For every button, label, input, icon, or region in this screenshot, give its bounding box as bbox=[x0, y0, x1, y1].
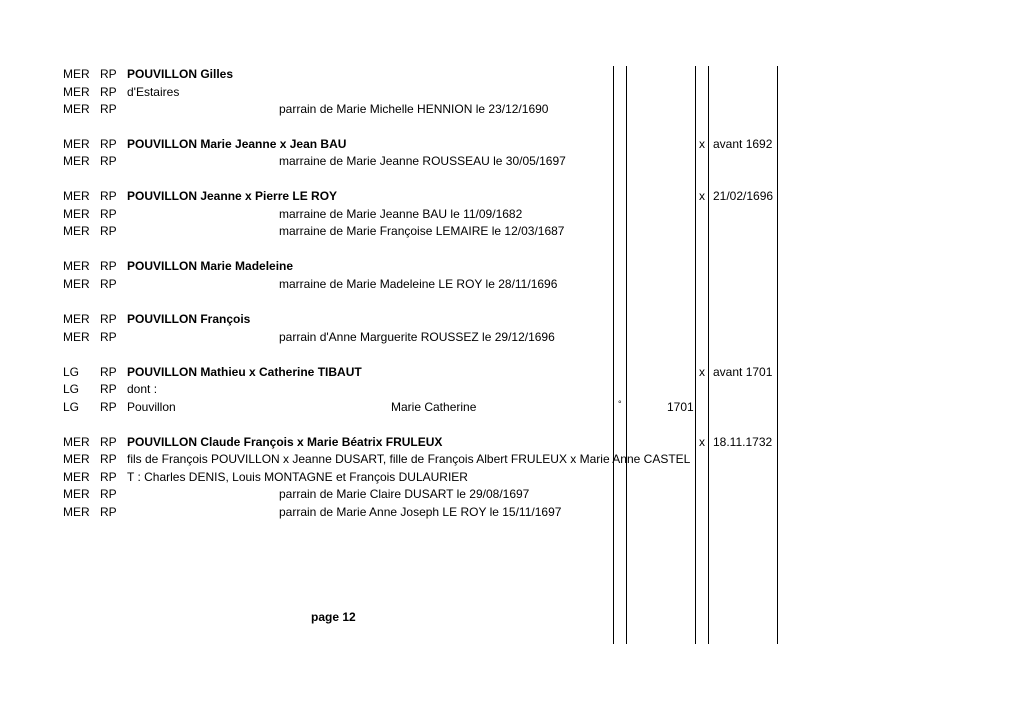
birth-year: 1701 bbox=[667, 400, 694, 414]
record-row bbox=[0, 381, 1024, 398]
source-code: LG bbox=[63, 382, 80, 396]
register-code: RP bbox=[100, 487, 117, 501]
record-row bbox=[0, 329, 1024, 346]
entry-detail: marraine de Marie Madeleine LE ROY le 28/11/1696 bbox=[279, 277, 558, 291]
record-row bbox=[0, 364, 1024, 381]
source-code: MER bbox=[63, 470, 90, 484]
entry-text: fils de François POUVILLON x Jeanne DUSART, fille de François Albert FRULEUX x Marie Anne CASTEL bbox=[127, 452, 691, 466]
register-code: RP bbox=[100, 102, 117, 116]
record-row bbox=[0, 469, 1024, 486]
register-code: RP bbox=[100, 382, 117, 396]
source-code: MER bbox=[63, 487, 90, 501]
marriage-mark: x bbox=[699, 435, 705, 449]
register-code: RP bbox=[100, 224, 117, 238]
record-row bbox=[0, 276, 1024, 293]
register-code: RP bbox=[100, 330, 117, 344]
source-code: MER bbox=[63, 137, 90, 151]
entry-detail: parrain de Marie Claire DUSART le 29/08/1697 bbox=[279, 487, 530, 501]
entry-text: POUVILLON Mathieu x Catherine TIBAUT bbox=[127, 365, 362, 379]
entry-detail: parrain d'Anne Marguerite ROUSSEZ le 29/12/1696 bbox=[279, 330, 555, 344]
source-code: MER bbox=[63, 330, 90, 344]
record-row bbox=[0, 136, 1024, 153]
record-row bbox=[0, 206, 1024, 223]
source-code: MER bbox=[63, 224, 90, 238]
source-code: MER bbox=[63, 435, 90, 449]
entry-text: POUVILLON Gilles bbox=[127, 67, 234, 81]
marriage-date: avant 1701 bbox=[713, 365, 773, 379]
register-code: RP bbox=[100, 67, 117, 81]
source-code: MER bbox=[63, 85, 90, 99]
source-code: MER bbox=[63, 67, 90, 81]
register-code: RP bbox=[100, 470, 117, 484]
entry-detail: marraine de Marie Jeanne ROUSSEAU le 30/05/1697 bbox=[279, 154, 566, 168]
marriage-date: avant 1692 bbox=[713, 137, 773, 151]
record-row bbox=[0, 399, 1024, 416]
record-row bbox=[0, 504, 1024, 521]
entry-text: d'Estaires bbox=[127, 85, 180, 99]
entry-detail: marraine de Marie Françoise LEMAIRE le 12/03/1687 bbox=[279, 224, 565, 238]
marriage-date: 21/02/1696 bbox=[713, 189, 774, 203]
register-code: RP bbox=[100, 277, 117, 291]
marriage-date: 18.11.1732 bbox=[713, 435, 773, 449]
source-code: LG bbox=[63, 365, 80, 379]
marriage-mark: x bbox=[699, 365, 705, 379]
source-code: MER bbox=[63, 312, 90, 326]
given-names: Marie Catherine bbox=[391, 400, 477, 414]
record-row bbox=[0, 223, 1024, 240]
entry-text: POUVILLON Marie Jeanne x Jean BAU bbox=[127, 137, 347, 151]
source-code: LG bbox=[63, 400, 80, 414]
entry-text: POUVILLON Jeanne x Pierre LE ROY bbox=[127, 189, 338, 203]
record-row bbox=[0, 153, 1024, 170]
record-row bbox=[0, 101, 1024, 118]
source-code: MER bbox=[63, 207, 90, 221]
register-code: RP bbox=[100, 312, 117, 326]
record-row bbox=[0, 311, 1024, 328]
entry-text: POUVILLON Marie Madeleine bbox=[127, 259, 294, 273]
record-row bbox=[0, 84, 1024, 101]
entry-text: POUVILLON François bbox=[127, 312, 251, 326]
page-number: page 12 bbox=[311, 610, 356, 624]
source-code: MER bbox=[63, 259, 90, 273]
entry-detail: parrain de Marie Anne Joseph LE ROY le 15/11/1697 bbox=[279, 505, 562, 519]
marriage-mark: x bbox=[699, 189, 705, 203]
source-code: MER bbox=[63, 505, 90, 519]
register-code: RP bbox=[100, 435, 117, 449]
register-code: RP bbox=[100, 259, 117, 273]
entry-detail: parrain de Marie Michelle HENNION le 23/12/1690 bbox=[279, 102, 549, 116]
source-code: MER bbox=[63, 189, 90, 203]
record-row bbox=[0, 66, 1024, 83]
record-row bbox=[0, 451, 1024, 468]
source-code: MER bbox=[63, 154, 90, 168]
register-code: RP bbox=[100, 452, 117, 466]
entry-text: T : Charles DENIS, Louis MONTAGNE et François DULAURIER bbox=[127, 470, 468, 484]
source-code: MER bbox=[63, 102, 90, 116]
entry-detail: marraine de Marie Jeanne BAU le 11/09/1682 bbox=[279, 207, 523, 221]
record-row bbox=[0, 434, 1024, 451]
register-code: RP bbox=[100, 154, 117, 168]
register-code: RP bbox=[100, 137, 117, 151]
register-code: RP bbox=[100, 85, 117, 99]
register-code: RP bbox=[100, 505, 117, 519]
entry-text: Pouvillon bbox=[127, 400, 176, 414]
record-row bbox=[0, 188, 1024, 205]
register-code: RP bbox=[100, 365, 117, 379]
birth-mark: ° bbox=[618, 399, 622, 409]
register-code: RP bbox=[100, 189, 117, 203]
source-code: MER bbox=[63, 452, 90, 466]
entry-text: dont : bbox=[127, 382, 158, 396]
entry-text: POUVILLON Claude François x Marie Béatrix FRULEUX bbox=[127, 435, 443, 449]
source-code: MER bbox=[63, 277, 90, 291]
record-row bbox=[0, 258, 1024, 275]
record-row bbox=[0, 486, 1024, 503]
marriage-mark: x bbox=[699, 137, 705, 151]
register-code: RP bbox=[100, 207, 117, 221]
register-code: RP bbox=[100, 400, 117, 414]
